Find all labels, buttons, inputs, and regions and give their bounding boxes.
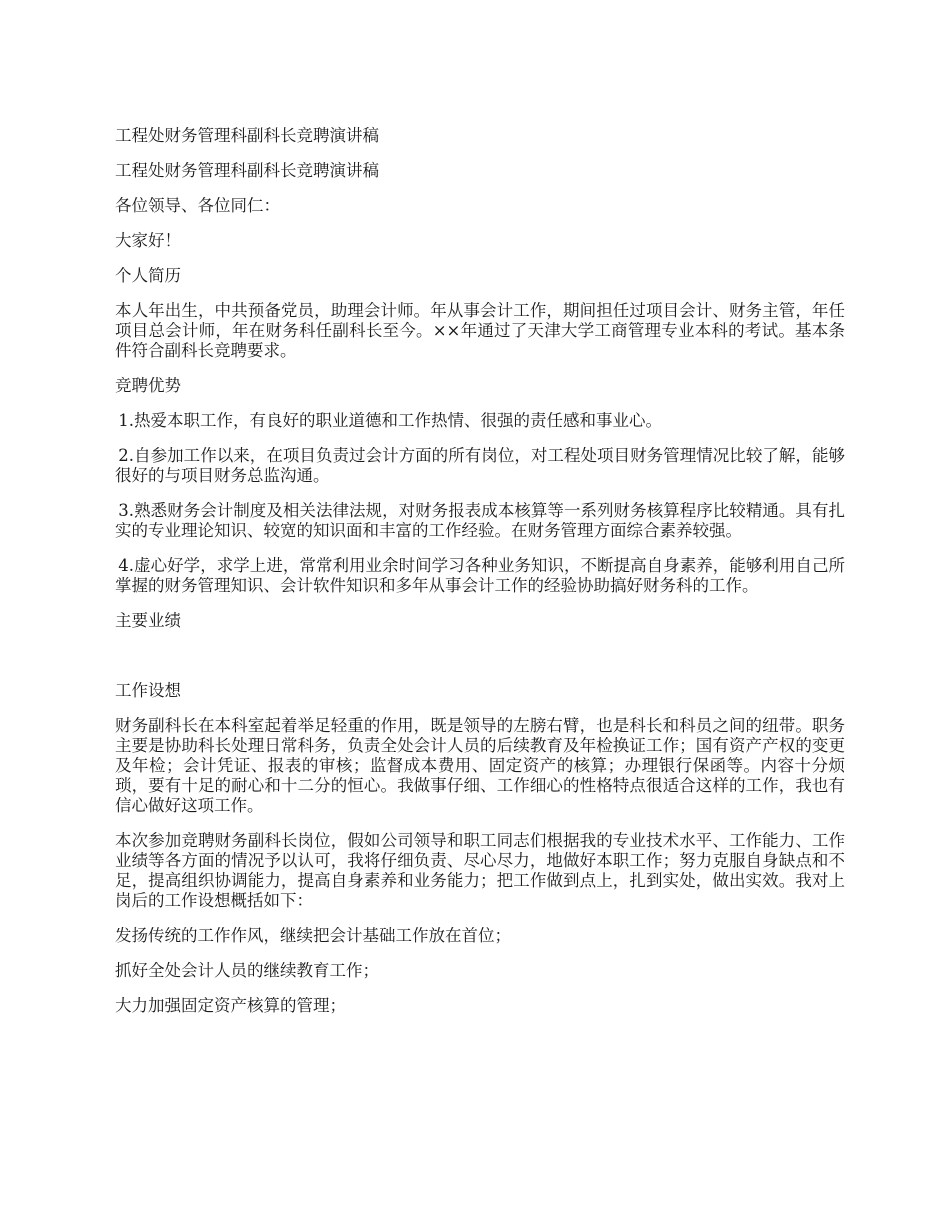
advantage-item-2: 2.自参加工作以来，在项目负责过会计方面的所有岗位，对工程处项目财务管理情况比较了解，能够很好的与项目财务总监沟通。	[115, 446, 845, 485]
document-title: 工程处财务管理科副科长竞聘演讲稿	[115, 126, 379, 145]
section-heading-plans: 工作设想	[115, 681, 181, 700]
document-subtitle: 工程处财务管理科副科长竞聘演讲稿	[115, 161, 379, 180]
section-heading-resume: 个人简历	[115, 266, 181, 285]
resume-paragraph: 本人年出生，中共预备党员，助理会计师。年从事会计工作，期间担任过项目会计、财务主管，年任项目总会计师，年在财务科任副科长至今。××年通过了天津大学工商管理专业本科的考试。基本条件符合副科长竞聘要求。	[115, 301, 845, 360]
document-page	[115, 126, 845, 1031]
plans-item-1: 发扬传统的工作作风，继续把会计基础工作放在首位；	[115, 926, 511, 945]
advantage-item-4: 4.虚心好学，求学上进，常常利用业余时间学习各种业务知识，不断提高自身素养，能够利用自己所掌握的财务管理知识、会计软件知识和多年从事会计工作的经验协助搞好财务科的工作。	[115, 556, 845, 595]
greeting: 大家好！	[115, 231, 181, 250]
plans-item-2: 抓好全处会计人员的继续教育工作；	[115, 961, 379, 980]
advantage-item-3: 3.熟悉财务会计制度及相关法律法规，对财务报表成本核算等一系列财务核算程序比较精通。具有扎实的专业理论知识、较宽的知识面和丰富的工作经验。在财务管理方面综合素养较强。	[115, 501, 845, 540]
salutation: 各位领导、各位同仁：	[115, 196, 280, 215]
advantage-item-1: 1.热爱本职工作，有良好的职业道德和工作热情、很强的责任感和事业心。	[118, 411, 663, 430]
plans-item-3: 大力加强固定资产核算的管理；	[115, 996, 346, 1015]
section-heading-advantages: 竞聘优势	[115, 376, 181, 395]
plans-paragraph-1: 财务副科长在本科室起着举足轻重的作用，既是领导的左膀右臂，也是科长和科员之间的纽带。职务主要是协助科长处理日常科务，负责全处会计人员的后续教育及年检换证工作；国有资产产权的变更及年检；会计凭证、报表的审核；监督成本费用、固定资产的核算；办理银行保函等。内容十分烦琐，要有十足的耐心和十二分的恒心。我做事仔细、工作细心的性格特点很适合这样的工作，我也有信心做好这项工作。	[115, 716, 845, 815]
plans-paragraph-2: 本次参加竞聘财务副科长岗位，假如公司领导和职工同志们根据我的专业技术水平、工作能力、工作业绩等各方面的情况予以认可，我将仔细负责、尽心尽力，地做好本职工作；努力克服自身缺点和不足，提高组织协调能力，提高自身素养和业务能力；把工作做到点上，扎到实处，做出实效。我对上岗后的工作设想概括如下：	[115, 831, 845, 910]
section-heading-achievements: 主要业绩	[115, 611, 181, 630]
